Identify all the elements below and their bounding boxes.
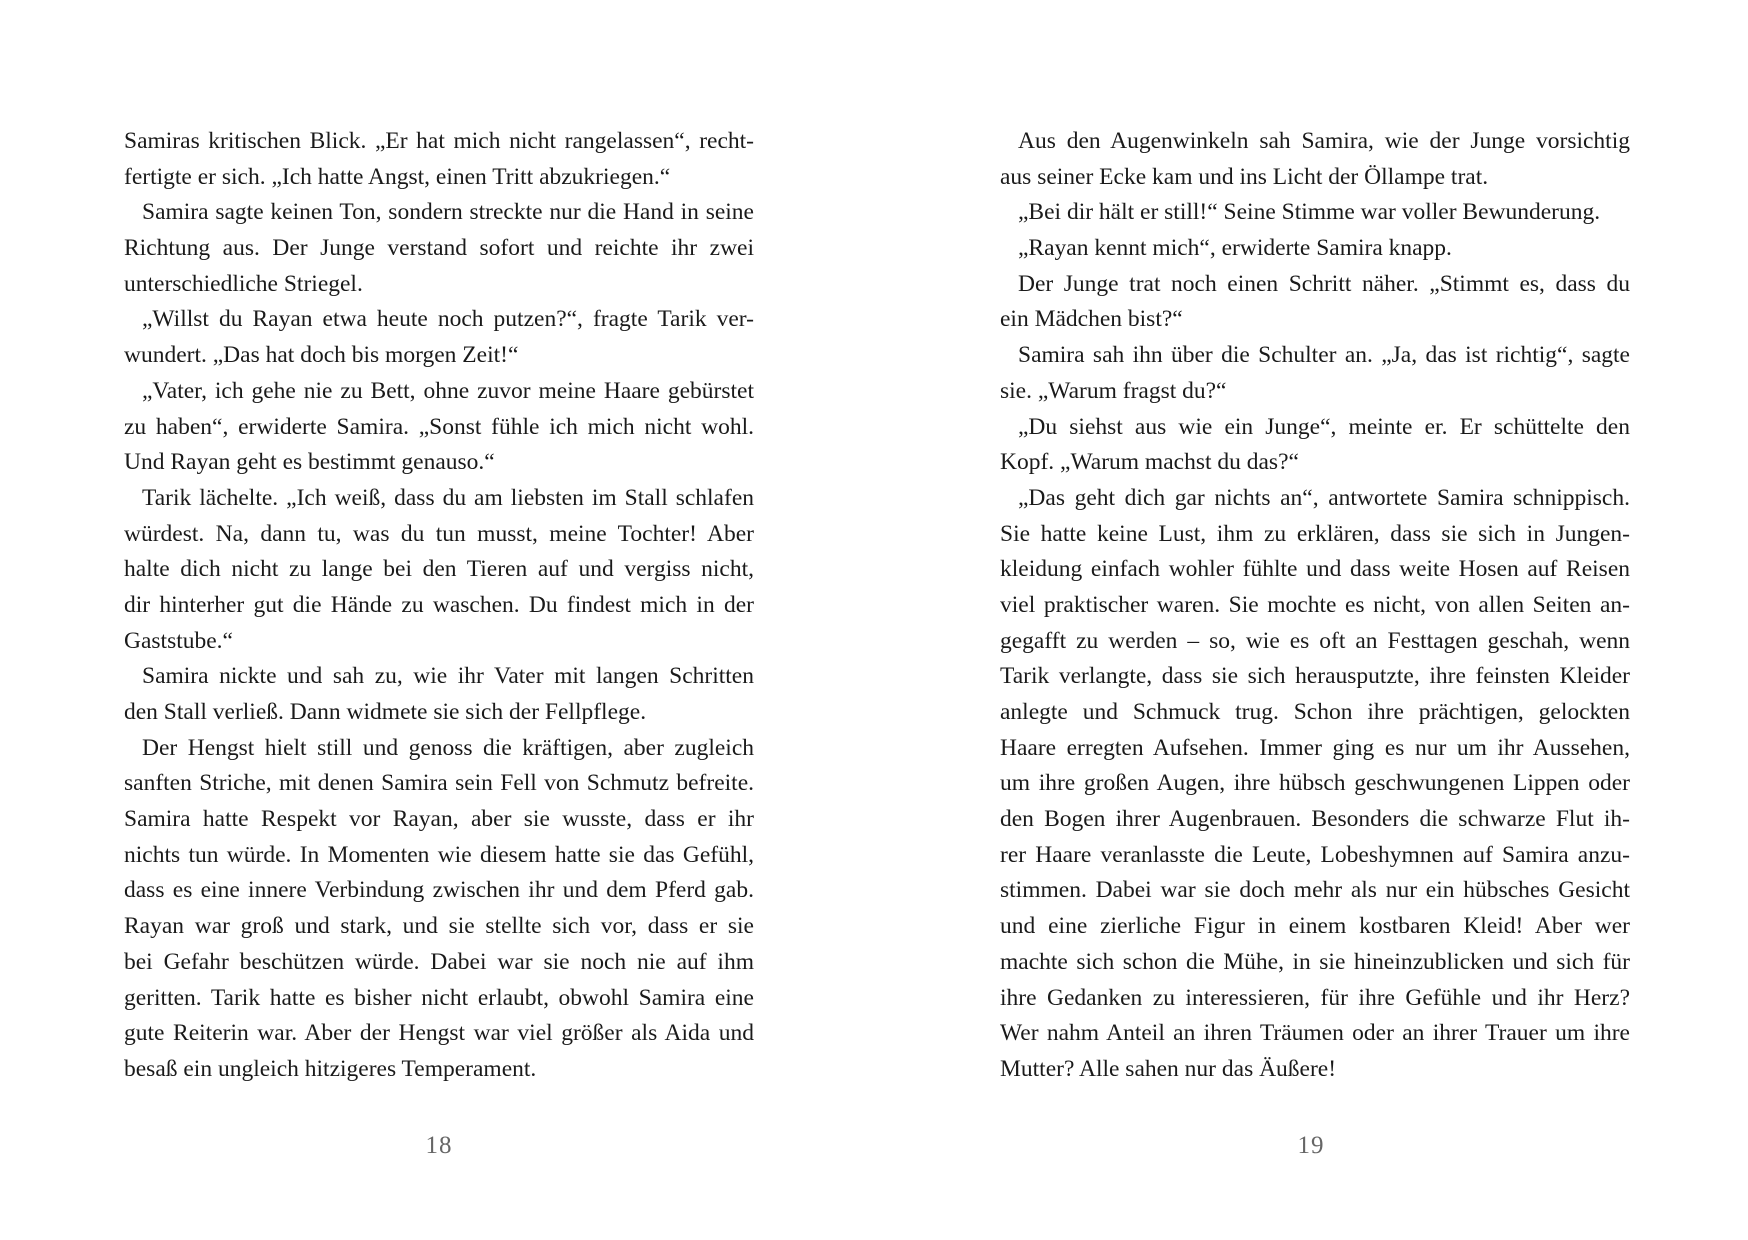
text-line: Tarik verlangte, dass sie sich herausputzte, ihre feinsten Kleider (1000, 663, 1630, 690)
text-line: „Du siehst aus wie ein Junge“, meinte er. Er schüttelte den (1018, 413, 1630, 440)
text-line: geritten. Tarik hatte es bisher nicht erlaubt, obwohl Samira eine (124, 984, 754, 1011)
paragraph (124, 124, 754, 195)
text-line: „Das geht dich gar nichts an“, antwortete Samira schnippisch. (1018, 484, 1630, 511)
text-line: besaß ein ungleich hitzigeres Temperament. (124, 1055, 537, 1082)
text-line: Mutter? Alle sahen nur das Äußere! (1000, 1055, 1337, 1082)
text-line: ein Mädchen bist?“ (1000, 306, 1183, 333)
paragraph (1000, 195, 1630, 231)
text-line: wundert. „Das hat doch bis morgen Zeit!“ (124, 342, 519, 369)
text-line: Samiras kritischen Blick. „Er hat mich nicht rangelassen“, recht- (124, 128, 754, 154)
text-line: den Bogen ihrer Augenbrauen. Besonders die schwarze Flut ih- (1000, 806, 1630, 833)
text-line: „Rayan kennt mich“, erwiderte Samira knapp. (1018, 235, 1452, 262)
text-line: Aus den Augenwinkeln sah Samira, wie der Junge vorsichtig (1018, 128, 1630, 154)
text-line: gegafft zu werden – so, wie es oft an Festtagen geschah, wenn (1000, 627, 1630, 654)
text-line: Wer nahm Anteil an ihren Träumen oder an ihrer Trauer um ihre (1000, 1020, 1630, 1047)
right-page (874, 0, 1748, 1240)
text-line: Kopf. „Warum machst du das?“ (1000, 449, 1299, 476)
page-number-left (0, 1132, 874, 1160)
text-line: Haare erregten Aufsehen. Immer ging es nur um ihr Aussehen, (1000, 734, 1630, 761)
text-line: anlegte und Schmuck trug. Schon ihre prächtigen, gelockten (1000, 699, 1630, 725)
paragraph (124, 481, 754, 659)
paragraph (1000, 481, 1630, 1088)
text-line: um ihre großen Augen, ihre hübsch geschwungenen Lippen oder (1000, 770, 1630, 797)
text-line: nichts tun würde. In Momenten wie diesem hatte sie das Gefühl, (124, 841, 754, 868)
paragraph (1000, 410, 1630, 481)
text-line: Der Hengst hielt still und genoss die kräftigen, aber zugleich (142, 734, 754, 761)
text-line: Samira sagte keinen Ton, sondern streckte nur die Hand in seine (142, 199, 754, 226)
text-line: zu haben“, erwiderte Samira. „Sonst fühle ich mich nicht wohl. (124, 413, 754, 440)
paragraph (1000, 338, 1630, 409)
text-line: sie. „Warum fragst du?“ (1000, 377, 1227, 404)
text-line: Rayan war groß und stark, und sie stellte sich vor, dass er sie (124, 913, 754, 940)
paragraph (124, 302, 754, 373)
text-line: Samira nickte und sah zu, wie ihr Vater mit langen Schritten (142, 663, 754, 690)
text-line: Und Rayan geht es bestimmt genauso.“ (124, 449, 495, 476)
text-line: machte sich schon die Mühe, in sie hineinzublicken und sich für (1000, 948, 1630, 975)
text-line: Gaststube.“ (124, 627, 233, 654)
text-line: und eine zierliche Figur in einem kostbaren Kleid! Aber wer (1000, 913, 1630, 940)
paragraph (124, 659, 754, 730)
right-page-text (1000, 124, 1630, 1088)
text-line: fertigte er sich. „Ich hatte Angst, einen Tritt abzukriegen.“ (124, 163, 671, 190)
paragraph (1000, 231, 1630, 267)
text-line: Tarik lächelte. „Ich weiß, dass du am liebsten im Stall schlafen (142, 484, 754, 511)
text-line: unterschiedliche Striegel. (124, 270, 363, 297)
text-line: viel praktischer waren. Sie mochte es nicht, von allen Seiten an- (1000, 591, 1630, 618)
text-line: aus seiner Ecke kam und ins Licht der Öllampe trat. (1000, 163, 1489, 190)
text-line: gute Reiterin war. Aber der Hengst war viel größer als Aida und (124, 1020, 754, 1047)
text-line: den Stall verließ. Dann widmete sie sich der Fellpflege. (124, 699, 647, 725)
text-line: dir hinterher gut die Hände zu waschen. Du findest mich in der (124, 591, 754, 618)
page-number-left-label: 18 (425, 1132, 453, 1159)
text-line: ihre Gedanken zu interessieren, für ihre Gefühle und ihr Herz? (1000, 984, 1630, 1011)
text-line: Samira hatte Respekt vor Rayan, aber sie wusste, dass er ihr (124, 806, 754, 833)
text-line: rer Haare veranlasste die Leute, Lobeshymnen auf Samira anzu- (1000, 841, 1630, 868)
text-line: „Bei dir hält er still!“ Seine Stimme war voller Bewunderung. (1018, 199, 1601, 226)
text-line: sanften Striche, mit denen Samira sein Fell von Schmutz befreite. (124, 770, 754, 797)
text-line: „Willst du Rayan etwa heute noch putzen?“, fragte Tarik ver- (142, 306, 754, 333)
text-line: Der Junge trat noch einen Schritt näher. „Stimmt es, dass du (1018, 270, 1630, 297)
text-line: Samira sah ihn über die Schulter an. „Ja, das ist richtig“, sagte (1018, 342, 1630, 369)
paragraph (124, 731, 754, 1088)
page-number-right-label: 19 (1297, 1132, 1325, 1159)
paragraph (1000, 124, 1630, 195)
text-line: Sie hatte keine Lust, ihm zu erklären, dass sie sich in Jungen- (1000, 520, 1630, 547)
page-number-right (874, 1132, 1748, 1160)
paragraph (124, 195, 754, 302)
text-line: würdest. Na, dann tu, was du tun musst, meine Tochter! Aber (124, 520, 754, 547)
text-line: halte dich nicht zu lange bei den Tieren auf und vergiss nicht, (124, 556, 754, 583)
text-line: dass es eine innere Verbindung zwischen ihr und dem Pferd gab. (124, 877, 754, 904)
paragraph (124, 374, 754, 481)
text-line: stimmen. Dabei war sie doch mehr als nur ein hübsches Gesicht (1000, 877, 1630, 904)
paragraph (1000, 267, 1630, 338)
left-page-text (124, 124, 754, 1088)
text-line: kleidung einfach wohler fühlte und dass weite Hosen auf Reisen (1000, 556, 1630, 583)
text-line: „Vater, ich gehe nie zu Bett, ohne zuvor meine Haare gebürstet (142, 377, 754, 404)
text-line: Richtung aus. Der Junge verstand sofort und reichte ihr zwei (124, 235, 754, 262)
text-line: bei Gefahr beschützen würde. Dabei war sie noch nie auf ihm (124, 948, 754, 975)
